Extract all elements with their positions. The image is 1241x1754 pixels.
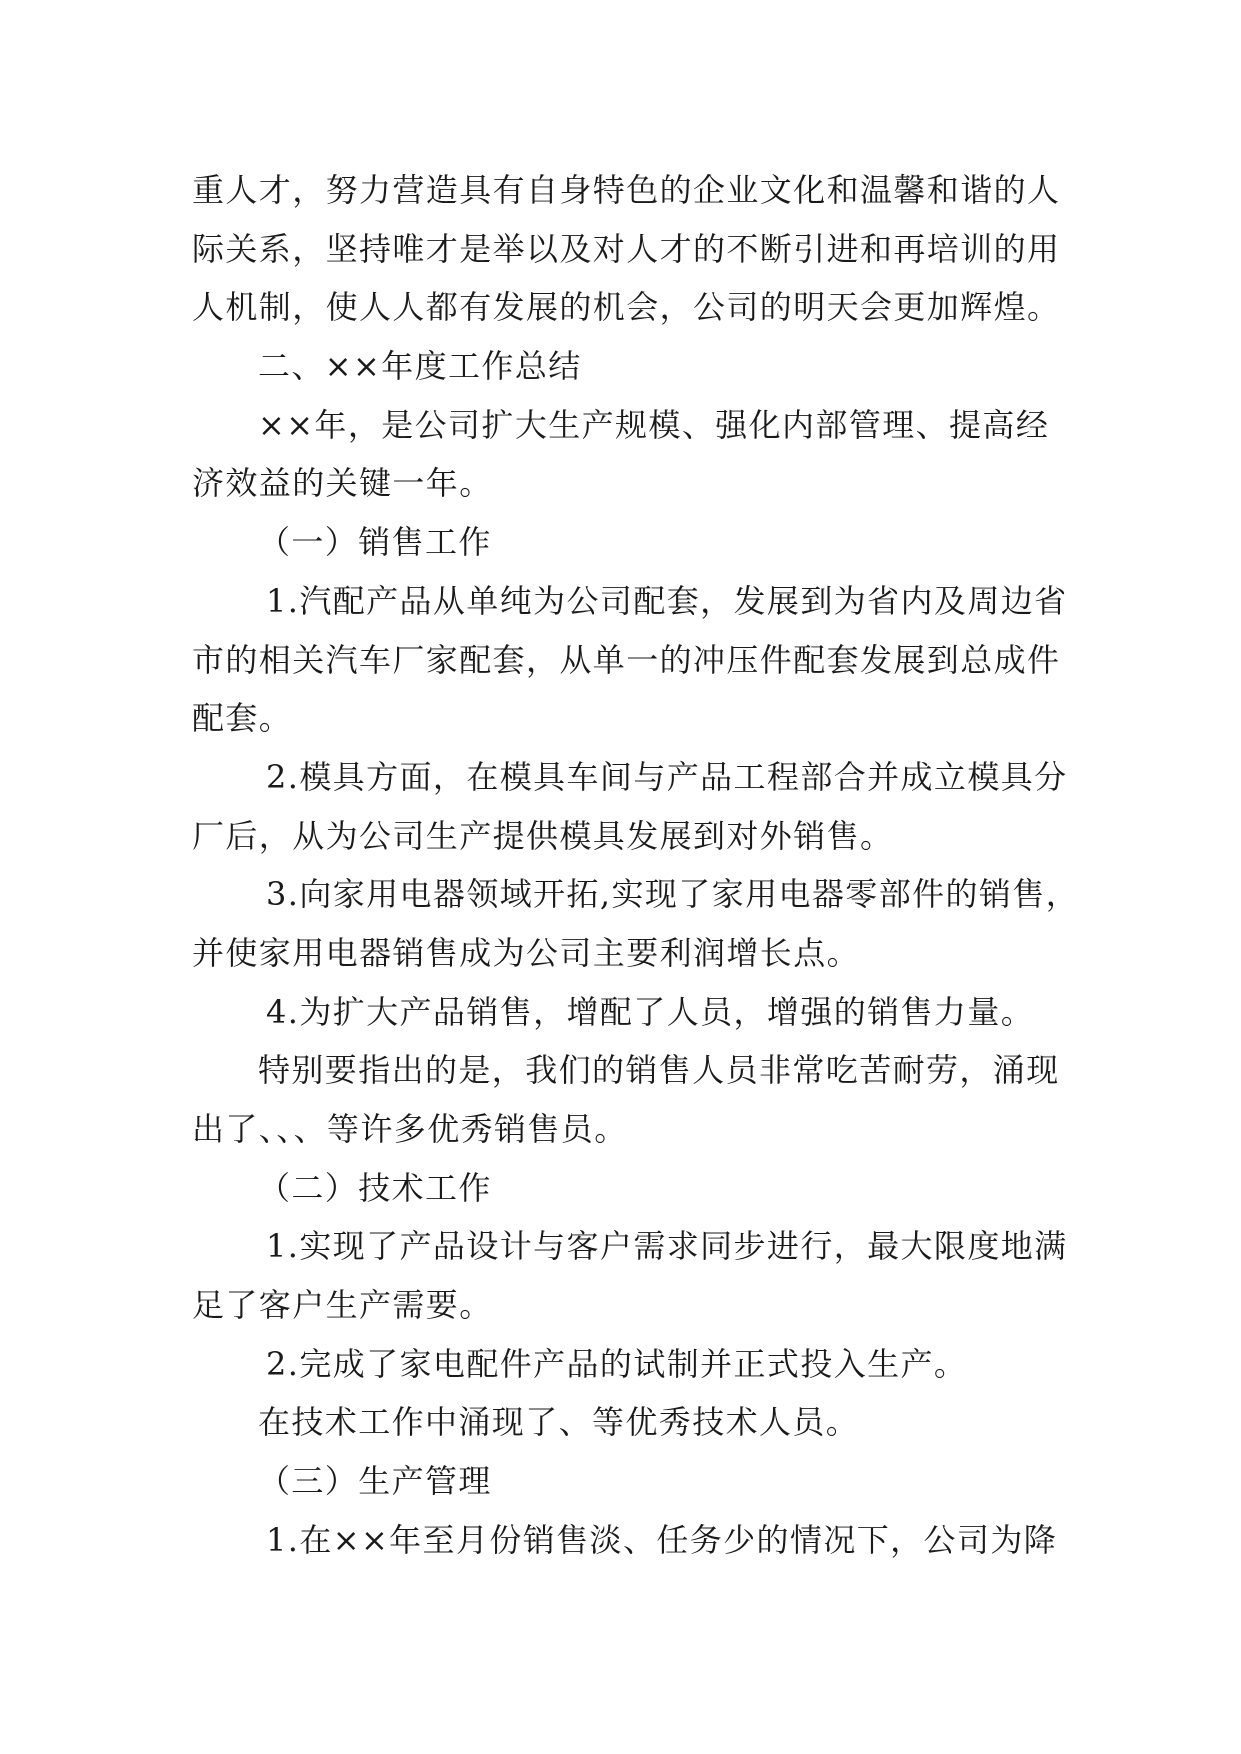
list-item: [192, 572, 1152, 748]
text-line: 人机制，使人人都有发展的机会，公司的明天会更加辉煌。: [192, 288, 1061, 327]
text-line: 出了、、、等许多优秀销售员。: [192, 1110, 628, 1148]
text-line: 特别要指出的是，我们的销售人员非常吃苦耐劳，涌现: [258, 1051, 1060, 1090]
text-line: 1.汽配产品从单纯为公司配套，发展到为省内及周边省: [266, 581, 1068, 620]
text-line: 在技术工作中涌现了、等优秀技术人员。: [258, 1403, 860, 1442]
text-line: 际关系，坚持唯才是举以及对人才的不断引进和再培训的用: [192, 229, 1061, 268]
subsection-heading-sales: （一）销售工作: [258, 523, 492, 562]
sales-note-paragraph: [192, 1041, 1152, 1158]
text-line: 市的相关汽车厂家配套，从单一的冲压件配套发展到总成件: [192, 640, 1061, 679]
text-line: 并使家用电器销售成为公司主要利润增长点。: [192, 933, 861, 972]
document-body: [192, 161, 1152, 1570]
text-line: 2.模具方面，在模具车间与产品工程部合并成立模具分: [266, 757, 1068, 796]
section-heading: 二、××年度工作总结: [258, 347, 582, 386]
intro-paragraph: [192, 396, 1152, 513]
list-item: [192, 1217, 1152, 1334]
text-line: 足了客户生产需要。: [192, 1286, 493, 1325]
text-line: 1.实现了产品设计与客户需求同步进行，最大限度地满: [266, 1227, 1068, 1266]
text-line: 2.完成了家电配件产品的试制并正式投入生产。: [266, 1344, 968, 1383]
text-line: 厂后，从为公司生产提供模具发展到对外销售。: [192, 816, 894, 855]
text-line: 1.在××年至月份销售淡、任务少的情况下，公司为降: [266, 1520, 1058, 1559]
text-line: 3.向家用电器领域开拓,实现了家用电器零部件的销售，: [266, 875, 1080, 914]
text-line: 济效益的关键一年。: [192, 464, 493, 503]
text-line: 配套。: [192, 699, 293, 738]
list-item: [192, 1335, 1152, 1394]
subsection-heading-production: （三）生产管理: [258, 1462, 492, 1501]
text-line: 重人才，努力营造具有自身特色的企业文化和温馨和谐的人: [192, 171, 1061, 209]
list-item: [192, 865, 1152, 982]
list-item: [192, 983, 1152, 1042]
technology-note-paragraph: [192, 1393, 1152, 1452]
list-item: [192, 748, 1152, 865]
text-line: ××年，是公司扩大生产规模、强化内部管理、提高经: [258, 405, 1050, 444]
subsection-heading-technology: （二）技术工作: [258, 1168, 492, 1207]
list-item: [192, 1511, 1152, 1570]
text-line: 4.为扩大产品销售，增配了人员，增强的销售力量。: [266, 992, 1035, 1031]
continued-paragraph: [192, 161, 1152, 337]
